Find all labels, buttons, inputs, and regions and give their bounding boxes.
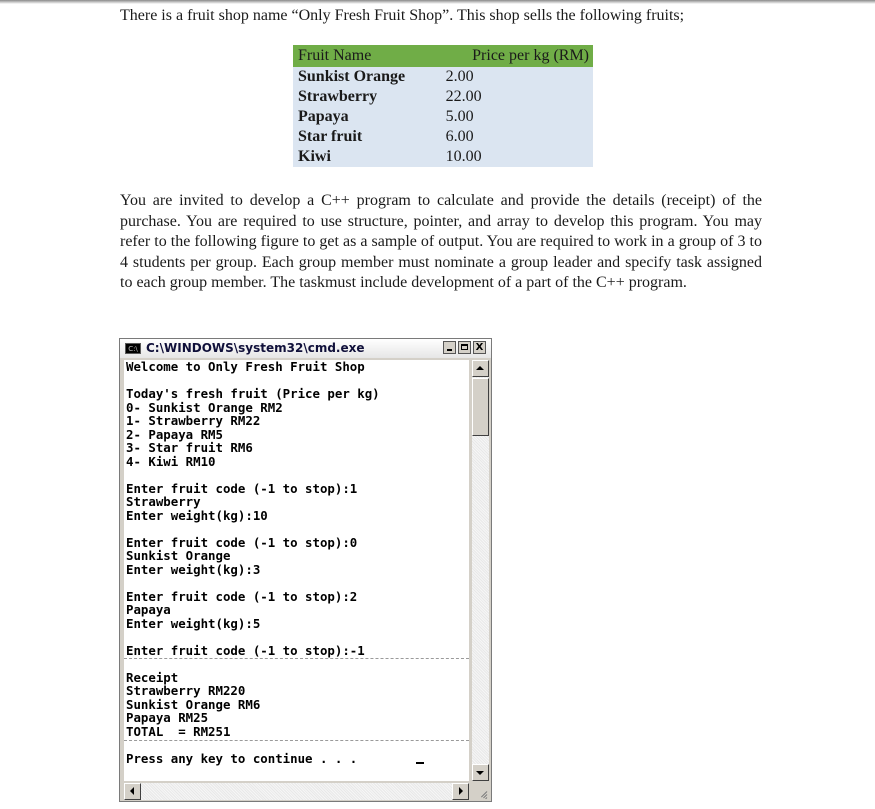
fruit-name-cell: Papaya (293, 107, 438, 127)
fruit-name-cell: Strawberry (293, 87, 438, 107)
console-line: Papaya (126, 602, 171, 617)
resize-grip-icon[interactable] (472, 783, 489, 800)
scroll-left-button[interactable] (124, 783, 141, 800)
table-row (293, 67, 593, 87)
console-line: Strawberry RM220 (126, 683, 246, 698)
separator-line (124, 740, 469, 741)
console-line: Press any key to continue . . . (126, 750, 358, 766)
fruit-name-cell: Star fruit (293, 127, 438, 147)
console-line: Sunkist Orange (126, 548, 231, 563)
scroll-thumb[interactable] (472, 378, 489, 436)
cmd-window (119, 338, 492, 802)
table-row (293, 147, 593, 167)
scroll-up-button[interactable] (472, 360, 489, 377)
table-row (293, 87, 593, 107)
console-line: Enter weight(kg):3 (126, 561, 261, 577)
window-title: C:\WINDOWS\system32\cmd.exe (146, 341, 365, 355)
console-line: Today's fresh fruit (Price per kg) (126, 386, 380, 401)
close-button[interactable] (473, 341, 486, 354)
table-row (293, 127, 593, 147)
console-line: Papaya RM25 (126, 710, 209, 725)
console-line: Enter fruit code (-1 to stop):0 (126, 534, 358, 550)
console-line: Enter weight(kg):5 (126, 615, 261, 631)
separator-line (124, 658, 469, 659)
console-output[interactable] (124, 360, 469, 781)
console-line: 2- Papaya RM5 (126, 426, 223, 442)
arrow-left-icon (130, 787, 134, 795)
maximize-icon (461, 344, 468, 350)
console-line: 0- Sunkist Orange RM2 (126, 399, 283, 415)
scroll-down-button[interactable] (472, 764, 489, 781)
console-line: 1- Strawberry RM22 (126, 413, 261, 428)
fruit-price-table (293, 45, 593, 167)
minimize-button[interactable] (443, 341, 456, 354)
minimize-icon (447, 349, 452, 351)
console-line: 4- Kiwi RM10 (126, 453, 216, 469)
console-line: TOTAL = RM251 (126, 723, 231, 739)
scroll-right-button[interactable] (452, 783, 469, 800)
cropped-heading-edge (0, 0, 875, 4)
console-line: Sunkist Orange RM6 (126, 696, 261, 712)
console-line: Enter fruit code (-1 to stop):-1 (126, 642, 365, 658)
vertical-scrollbar[interactable] (472, 360, 489, 781)
arrow-up-icon (476, 366, 484, 370)
arrow-right-icon (459, 787, 463, 795)
maximize-button[interactable] (458, 341, 471, 354)
console-line: Enter weight(kg):10 (126, 507, 268, 523)
cmd-app-icon: C:\ (125, 343, 141, 354)
table-row (293, 107, 593, 127)
column-header-price: Price per kg (RM) (438, 45, 593, 67)
fruit-price-cell: 22.00 (438, 87, 593, 107)
column-header-fruit-name: Fruit Name (293, 45, 438, 67)
console-line: Enter fruit code (-1 to stop):2 (126, 588, 358, 604)
console-line: Welcome to Only Fresh Fruit Shop (126, 360, 365, 374)
console-line: Receipt (126, 669, 179, 685)
arrow-down-icon (476, 771, 484, 775)
fruit-price-cell: 2.00 (438, 67, 593, 87)
horizontal-scrollbar[interactable] (124, 783, 469, 800)
fruit-name-cell: Kiwi (293, 147, 438, 167)
fruit-price-cell: 10.00 (438, 147, 593, 167)
console-line: Enter fruit code (-1 to stop):1 (126, 480, 358, 496)
text-cursor (416, 762, 424, 764)
fruit-price-cell: 6.00 (438, 127, 593, 147)
table-header-row (293, 45, 593, 67)
console-line: Strawberry (126, 494, 201, 509)
close-icon: X (475, 342, 484, 353)
cmd-titlebar[interactable] (120, 339, 491, 358)
intro-text: There is a fruit shop name “Only Fresh Fruit Shop”. This shop sells the following fruits; (120, 7, 685, 24)
fruit-price-cell: 5.00 (438, 107, 593, 127)
console-line: 3- Star fruit RM6 (126, 440, 253, 455)
assignment-paragraph: You are invited to develop a C++ program to calculate and provide the details (receipt) of the purchase. You are required to use structure, pointer, and array to develop this program. You may refer to the following figure to get as a sample of output. You are required to work in a group of 3 to 4 students per group. Each group member must nominate a group leader and specify task assigned to each group member. The taskmust include development of a part of the C++ program. (120, 192, 762, 291)
fruit-name-cell: Sunkist Orange (293, 67, 438, 87)
